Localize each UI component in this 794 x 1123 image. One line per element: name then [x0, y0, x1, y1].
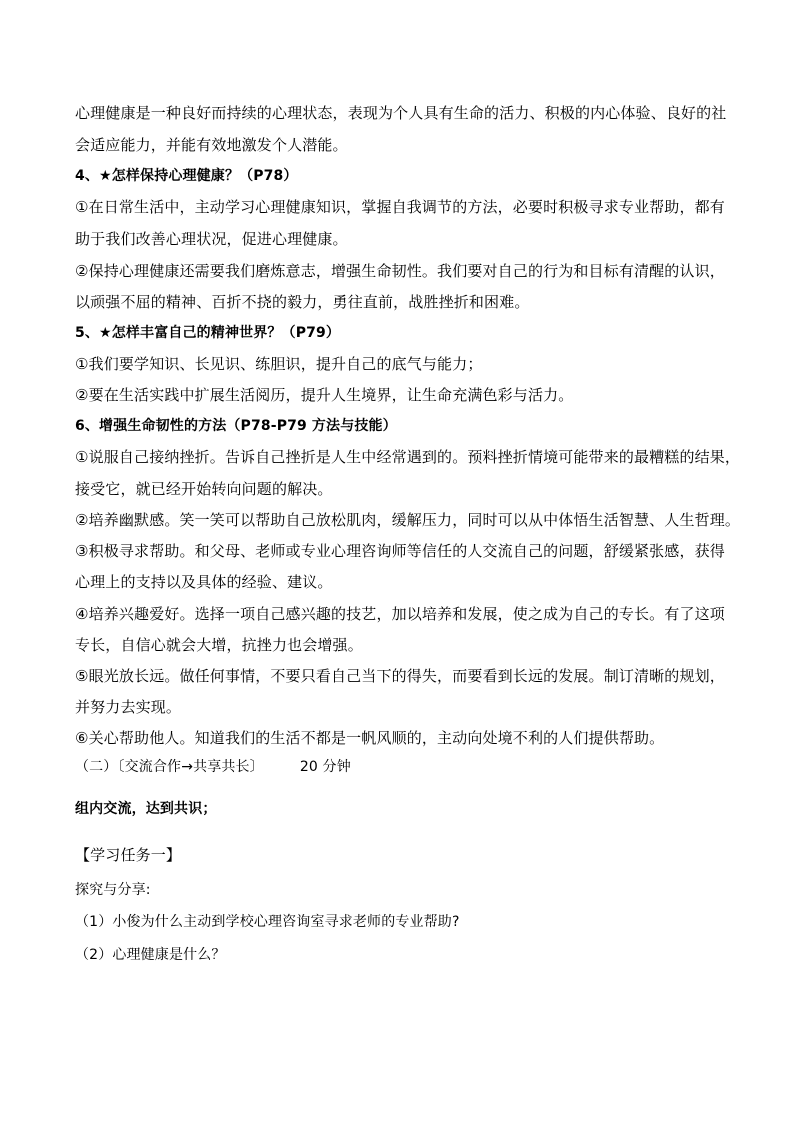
q6-point3-line-1: ③积极寻求帮助。和父母、老师或专业心理咨询师等信任的人交流自己的问题，舒缓紧张感，获得: [75, 542, 725, 560]
group-exchange-heading: 组内交流，达到共识；: [75, 801, 217, 817]
learning-task-heading: 【学习任务一】: [75, 846, 182, 864]
q6-point6: ⑥关心帮助他人。知道我们的生活不都是一帆风顺的，主动向处境不利的人们提供帮助。: [75, 729, 665, 747]
section-2-time: 20 分钟: [299, 759, 351, 775]
question-4-heading: 4、★怎样保持心理健康？（P78）: [75, 168, 298, 184]
q6-point2: ②培养幽默感。笑一笑可以帮助自己放松肌肉，缓解压力，同时可以从中体悟生活智慧、人生哲理。: [75, 511, 741, 529]
question-1: （1）小俊为什么主动到学校心理咨询室寻求老师的专业帮助?: [75, 914, 460, 930]
q4-point2-line-1: ②保持心理健康还需要我们磨炼意志，增强生命韧性。我们要对自己的行为和目标有清醒的认识，: [75, 262, 725, 280]
explore-share-label: 探究与分享:: [75, 882, 151, 898]
q4-point1-line-2: 助于我们改善心理状况，促进心理健康。: [75, 230, 348, 248]
q5-point1: ①我们要学知识、长见识、练胆识，提升自己的底气与能力；: [75, 355, 483, 373]
q4-point2-line-2: 以顽强不屈的精神、百折不挠的毅力，勇往直前，战胜挫折和困难。: [75, 293, 530, 311]
intro-line-1: 心理健康是一种良好而持续的心理状态，表现为个人具有生命的活力、积极的内心体验、良好的社: [75, 104, 727, 122]
q6-point5-line-2: 并努力去实现。: [75, 698, 182, 716]
section-2-line: [75, 757, 735, 777]
section-2-label: （二）〔交流合作→共享共长〕: [75, 759, 264, 775]
q6-point4-line-2: 专长，自信心就会大增，抗挫力也会增强。: [75, 636, 363, 654]
q6-point1-line-1: ①说服自己接纳挫折。告诉自己挫折是人生中经常遇到的。预料挫折情境可能带来的最糟糕的结果，: [75, 448, 741, 466]
q4-point1-line-1: ①在日常生活中，主动学习心理健康知识，掌握自我调节的方法，必要时积极寻求专业帮助，都有: [75, 198, 725, 216]
question-2: （2）心理健康是什么？: [75, 947, 226, 963]
q5-point2: ②要在生活实践中扩展生活阅历，提升人生境界，让生命充满色彩与活力。: [75, 386, 574, 404]
q6-point1-line-2: 接受它，就已经开始转向问题的解决。: [75, 480, 333, 498]
q6-point5-line-1: ⑤眼光放长远。做任何事情，不要只看自己当下的得失，而要看到长远的发展。制订清晰的规划，: [75, 667, 725, 685]
q6-point4-line-1: ④培养兴趣爱好。选择一项自己感兴趣的技艺，加以培养和发展，使之成为自己的专长。有了这项: [75, 605, 725, 623]
question-5-heading: 5、★怎样丰富自己的精神世界？（P79）: [75, 325, 341, 341]
q6-point3-line-2: 心理上的支持以及具体的经验、建议。: [75, 573, 333, 591]
question-6-heading: 6、增强生命韧性的方法（P78-P79 方法与技能）: [75, 418, 397, 434]
intro-line-2: 会适应能力，并能有效地激发个人潜能。: [75, 136, 348, 154]
